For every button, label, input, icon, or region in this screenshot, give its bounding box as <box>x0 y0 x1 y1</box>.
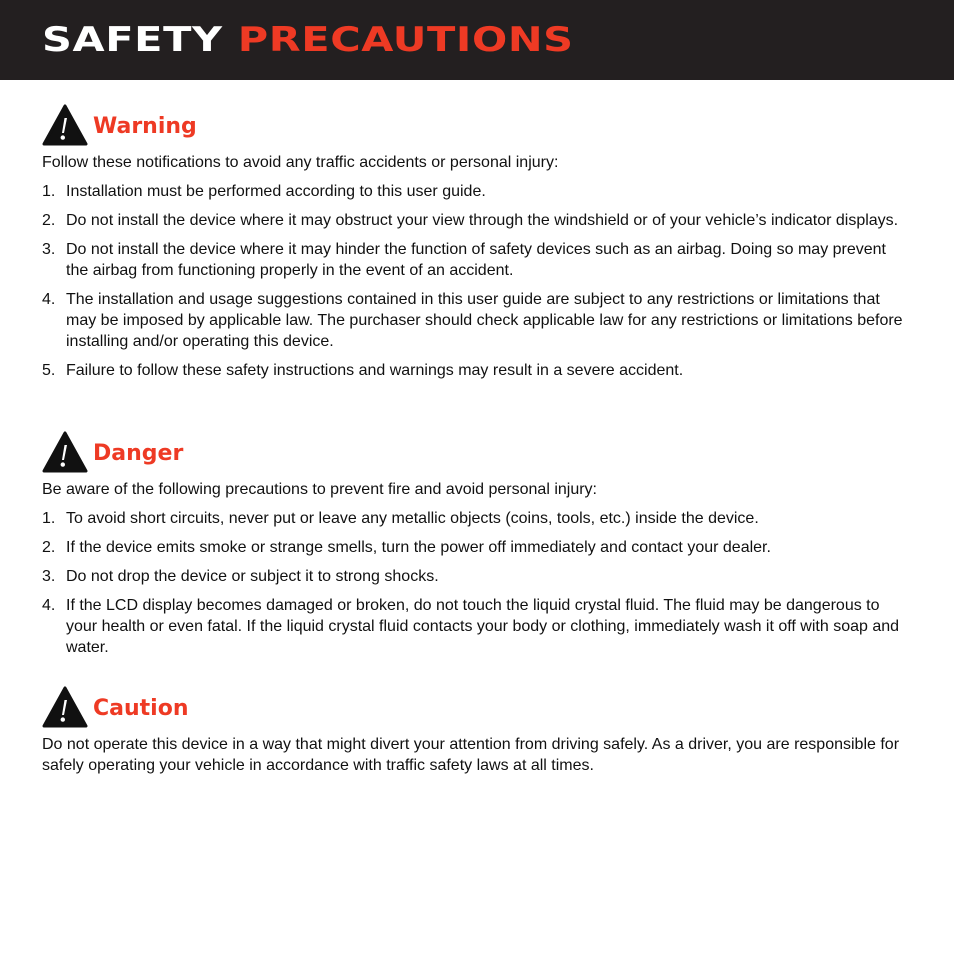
list-item <box>42 537 912 558</box>
danger-intro: Be aware of the following precautions to prevent fire and avoid personal injury: <box>42 481 597 498</box>
danger-heading-row <box>42 431 912 473</box>
list-item <box>42 508 912 529</box>
caution-section <box>42 686 912 776</box>
warning-list <box>42 181 912 381</box>
warning-heading: Warning <box>93 114 197 139</box>
list-item <box>42 360 912 381</box>
list-number: 4. <box>42 597 56 614</box>
list-item <box>42 181 912 202</box>
list-item-text: Do not drop the device or subject it to strong shocks. <box>66 568 439 585</box>
caution-text: Do not operate this device in a way that might divert your attention from driving safely. As a driver, you are responsible for safely operating your vehicle in accordance with traffic safety laws at all times. <box>42 736 900 774</box>
list-item-text: Do not install the device where it may hinder the function of safety devices such as an airbag. Doing so may prevent the airbag from functioning properly in the event of an accident. <box>66 241 886 279</box>
list-item-text: The installation and usage suggestions contained in this user guide are subject to any restrictions or limitations that may be imposed by applicable law. The purchaser should check applicable law for any restrictions or limitations before installing and/or operating this device. <box>66 291 903 350</box>
list-number: 3. <box>42 241 56 258</box>
list-number: 2. <box>42 539 56 556</box>
warning-triangle-icon <box>42 104 88 146</box>
list-item-text: Installation must be performed according to this user guide. <box>66 183 486 200</box>
danger-list <box>42 508 912 658</box>
list-item-text: If the device emits smoke or strange smells, turn the power off immediately and contact your dealer. <box>66 539 771 556</box>
list-item <box>42 595 912 658</box>
danger-section <box>42 431 912 658</box>
list-item <box>42 566 912 587</box>
list-item <box>42 289 912 352</box>
caution-heading-row <box>42 686 912 728</box>
list-number: 1. <box>42 183 56 200</box>
warning-section <box>42 104 912 381</box>
page-header <box>0 0 954 80</box>
warning-heading-row <box>42 104 912 146</box>
list-number: 1. <box>42 510 56 527</box>
list-number: 4. <box>42 291 56 308</box>
page-title-part2: PRECAUTIONS <box>237 20 574 60</box>
warning-triangle-icon <box>42 686 88 728</box>
list-number: 2. <box>42 212 56 229</box>
list-item-text: If the LCD display becomes damaged or broken, do not touch the liquid crystal fluid. The fluid may be dangerous to your health or even fatal. If the liquid crystal fluid contacts your body or clothing, immediately wash it off with soap and water. <box>66 597 900 656</box>
page-title-part1: SAFETY <box>42 20 223 60</box>
warning-intro: Follow these notifications to avoid any traffic accidents or personal injury: <box>42 154 559 171</box>
list-item-text: To avoid short circuits, never put or leave any metallic objects (coins, tools, etc.) inside the device. <box>66 510 759 527</box>
page-title <box>42 18 574 62</box>
danger-heading: Danger <box>93 441 184 466</box>
list-number: 3. <box>42 568 56 585</box>
list-item <box>42 239 912 281</box>
warning-triangle-icon <box>42 431 88 473</box>
list-item-text: Do not install the device where it may obstruct your view through the windshield or of your vehicle’s indicator displays. <box>66 212 899 229</box>
list-number: 5. <box>42 362 56 379</box>
caution-heading: Caution <box>93 696 189 721</box>
list-item-text: Failure to follow these safety instructions and warnings may result in a severe accident. <box>66 362 684 379</box>
list-item <box>42 210 912 231</box>
